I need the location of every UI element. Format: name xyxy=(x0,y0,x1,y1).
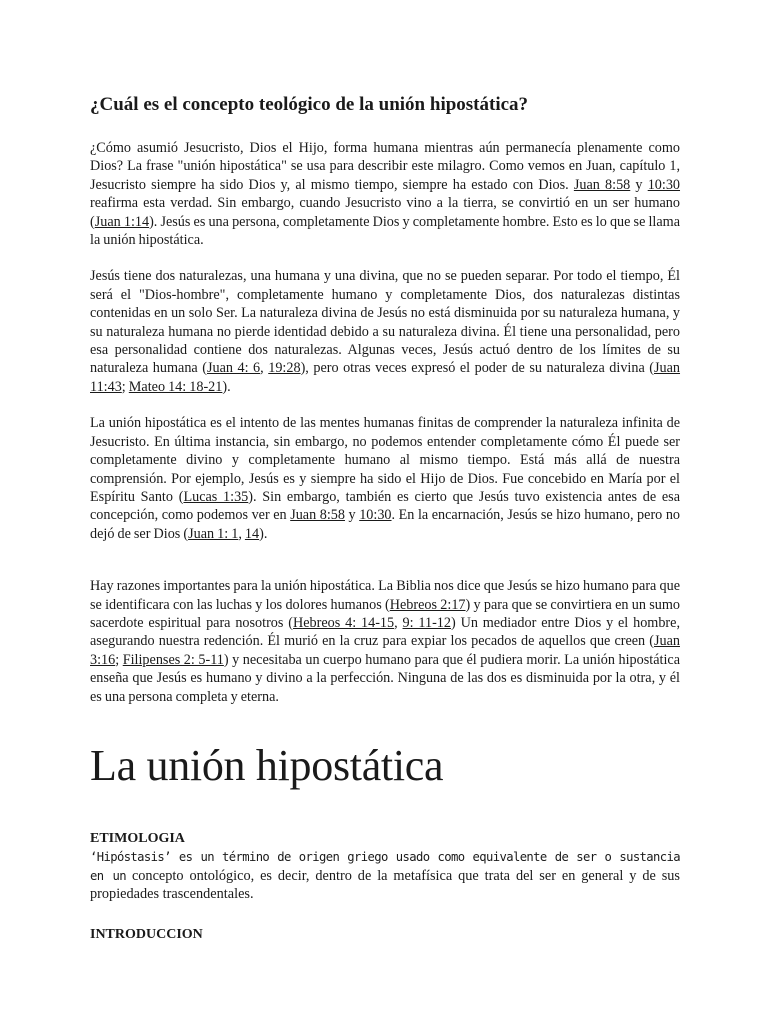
paragraph-4: Hay razones importantes para la unión hipostática. La Biblia nos dice que Jesús se hizo humano para que se identificara con las luchas y los dolores humanos (Hebreos 2:17) y para que se convirtiera en un sumo sacerdote espiritual para nosotros (Hebreos 4: 14-15, 9: 11-12) Un mediador entre Dios y el hombre, asegurando nuestra redención. Él murió en la cruz para expiar los pecados de aquellos que creen (Juan 3:16; Filipenses 2: 5-11) y necesitaba un cuerpo humano para que él pudiera morir. La unión hipostática enseña que Jesús es humano y divino a la perfección. Ninguna de las dos es disminuida por la otra, y él es una persona completa y eterna. xyxy=(90,578,680,705)
page-title: ¿Cuál es el concepto teológico de la unión hipostática? xyxy=(90,94,529,115)
section-heading: La unión hipostática xyxy=(90,740,444,790)
ref-14[interactable]: 14 xyxy=(244,525,260,542)
ref-9-11-12[interactable]: 9: 11-12 xyxy=(402,614,451,631)
ref-juan-11-43[interactable]: Juan 11:43 xyxy=(90,360,681,395)
ref-juan-1-14[interactable]: Juan 1:14 xyxy=(94,213,150,230)
ref-19-28[interactable]: 19:28 xyxy=(268,360,301,377)
paragraph-2: Jesús tiene dos naturalezas, una humana y una divina, que no se pueden separar. Por todo el tiempo, Él será el "Dios-hombre", completamente humano y completamente Dios, dos naturalezas distintas contenidas en un solo Ser. La naturaleza divina de Jesús no está disminuida por su naturaleza humana, y su naturaleza humana no pierde identidad debido a su naturaleza divina. Él tiene una personalidad, pero esa personalidad contiene dos naturalezas. Algunas veces, Jesús actuó dentro de los límites de su naturaleza humana (Juan 4: 6, 19:28), pero otras veces expresó el poder de su naturaleza divina (Juan 11:43; Mateo 14: 18-21). xyxy=(90,268,681,395)
etimologia-heading: ETIMOLOGIA xyxy=(90,830,185,846)
ref-10-30[interactable]: 10:30 xyxy=(647,176,681,193)
etimologia-mono-line: ‘Hipóstasis’ es un término de origen griego usado como equivalente de ser o sustancia en un xyxy=(90,849,680,883)
ref-juan-1-1[interactable]: Juan 1: 1 xyxy=(188,525,239,542)
ref-filipenses-2-5-11[interactable]: Filipenses 2: 5-11 xyxy=(122,651,224,668)
ref-lucas-1-35[interactable]: Lucas 1:35 xyxy=(183,488,249,505)
etimologia-paragraph: ‘Hipóstasis’ es un término de origen griego usado como equivalente de ser o sustancia en un concepto ontológico, es decir, dentro de la metafísica que trata del ser en general y de sus propiedades trascendentales. xyxy=(90,849,680,903)
ref-juan-4-6[interactable]: Juan 4: 6 xyxy=(206,360,261,377)
paragraph-1: ¿Cómo asumió Jesucristo, Dios el Hijo, forma humana mientras aún permanecía plenamente como Dios? La frase "unión hipostática" se usa para describir este milagro. Como vemos en Juan, capítulo 1, Jesucristo siempre ha sido Dios y, al mismo tiempo, siempre ha estado con Dios. Juan 8:58 y 10:30 reafirma esta verdad. Sin embargo, cuando Jesucristo vino a la tierra, se convirtió en un ser humano (Juan 1:14). Jesús es una persona, completamente Dios y completamente hombre. Esto es lo que se llama la unión hipostática. xyxy=(90,140,681,249)
ref-hebreos-2-17[interactable]: Hebreos 2:17 xyxy=(389,596,466,613)
introduccion-heading: INTRODUCCION xyxy=(90,926,203,942)
ref-juan-3-16[interactable]: Juan 3:16 xyxy=(90,633,680,668)
ref-juan-8-58-b[interactable]: Juan 8:58 xyxy=(290,507,345,524)
paragraph-3: La unión hipostática es el intento de las mentes humanas finitas de comprender la naturaleza infinita de Jesucristo. En última instancia, sin embargo, no podemos entender completamente cómo Él puede ser completamente divino y completamente humano al mismo tiempo. Está más allá de nuestra comprensión. Por ejemplo, Jesús es y siempre ha sido el Hijo de Dios. Fue concebido en María por el Espíritu Santo (Lucas 1:35). Sin embargo, también es cierto que Jesús tuvo existencia antes de esa concepción, como podemos ver en Juan 8:58 y 10:30. En la encarnación, Jesús se hizo humano, pero no dejó de ser Dios (Juan 1: 1, 14). xyxy=(90,415,681,542)
ref-hebreos-4-14-15[interactable]: Hebreos 4: 14-15 xyxy=(293,614,395,631)
ref-mateo-14-18-21[interactable]: Mateo 14: 18-21 xyxy=(128,378,223,395)
ref-juan-8-58[interactable]: Juan 8:58 xyxy=(573,176,631,193)
ref-10-30-b[interactable]: 10:30 xyxy=(359,507,392,524)
document-content xyxy=(90,93,680,944)
